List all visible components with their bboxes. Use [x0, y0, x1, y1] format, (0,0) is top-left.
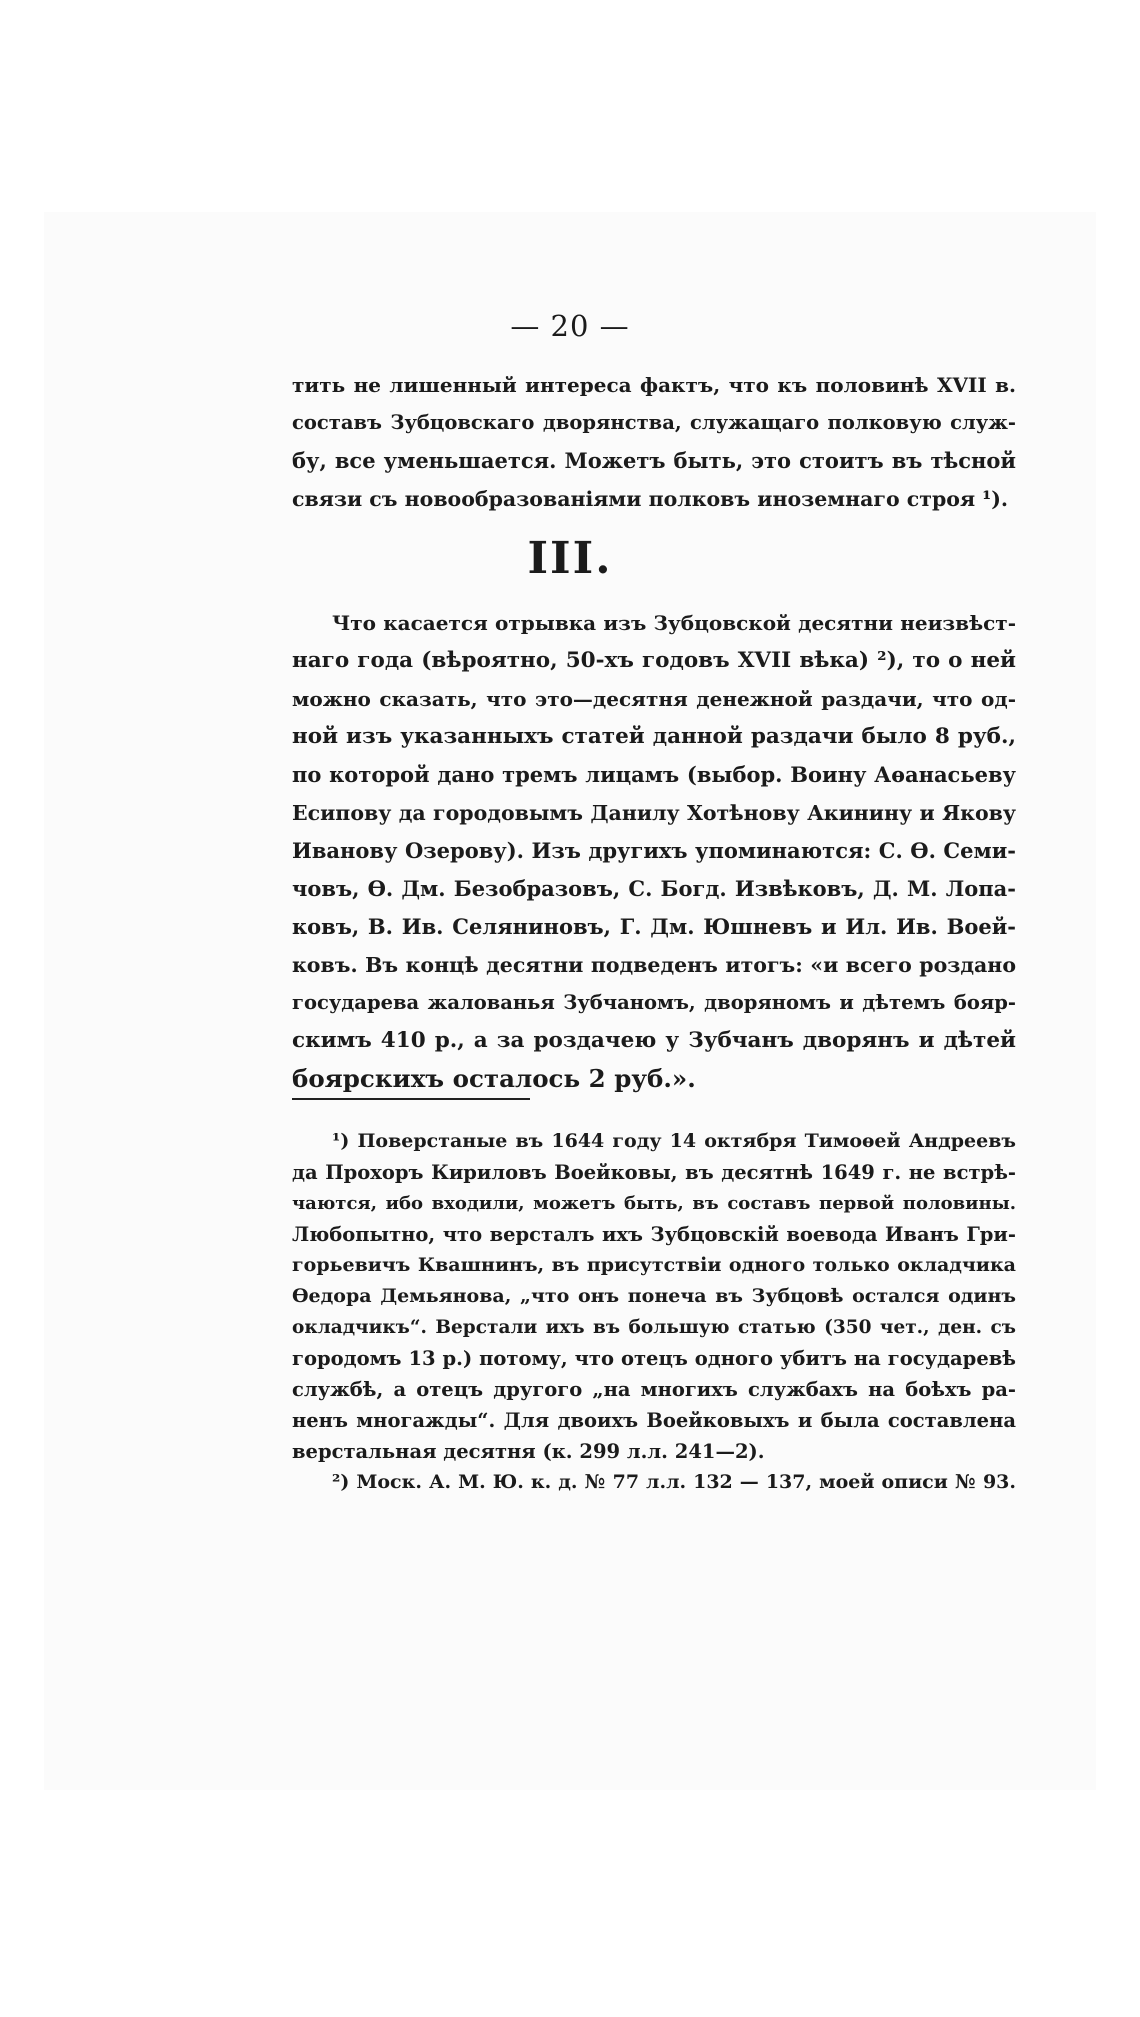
footnote-divider [292, 1098, 530, 1100]
footnote-1-line: городомъ 13 р.) потому, что отецъ одного убитъ на государевѣ [292, 1347, 1016, 1370]
footnote-1-line: ¹) Поверстаные въ 1644 году 14 октября Тимоѳей Андреевъ [332, 1130, 1016, 1152]
text-line: бу, все уменьшается. Можетъ быть, это стоитъ въ тѣсной [292, 448, 1016, 473]
footnote-1-line: верстальная десятня (к. 299 л.л. 241—2). [292, 1440, 765, 1463]
footnote-1-line: да Прохоръ Кириловъ Воейковы, въ десятнѣ 1649 г. не встрѣ- [292, 1161, 1016, 1184]
text-line: Иванову Озерову). Изъ другихъ упоминаются: С. Ѳ. Семи- [292, 838, 1016, 863]
page-number: — 20 — [510, 309, 630, 343]
text-line: боярскихъ осталось 2 руб.». [292, 1064, 696, 1093]
footnote-1-line: окладчикъ“. Верстали ихъ въ большую статью (350 чет., ден. съ [292, 1317, 1016, 1338]
text-line: связи съ новообразованіями полковъ иноземнаго строя ¹). [292, 487, 1009, 511]
main-paragraph [292, 604, 1016, 1098]
footnote-1-line: чаются, ибо входили, можетъ быть, въ составъ первой половины. [292, 1193, 1016, 1214]
footnote-1-line: горьевичъ Квашнинъ, въ присутствіи одного только окладчика [292, 1254, 1016, 1276]
text-line: човъ, Ѳ. Дм. Безобразовъ, С. Богд. Извѣковъ, Д. М. Лопа- [292, 876, 1016, 901]
footnote-1-line: Ѳедора Демьянова, „что онъ понеча въ Зубцовѣ остался одинъ [292, 1285, 1016, 1307]
text-line: тить не лишенный интереса фактъ, что къ половинѣ XVII в. [292, 373, 1016, 397]
footnote-1-line: службѣ, а отецъ другого „на многихъ службахъ на боѣхъ ра- [292, 1378, 1016, 1401]
text-line: ковъ, В. Ив. Селяниновъ, Г. Дм. Юшневъ и Ил. Ив. Воей- [292, 914, 1016, 939]
text-line: ковъ. Въ концѣ десятни подведенъ итогъ: «и всего роздано [292, 953, 1016, 977]
section-heading: III. [527, 533, 613, 584]
text-line: составъ Зубцовскаго дворянства, служащаго полковую служ- [292, 411, 1016, 434]
text-line: по которой дано тремъ лицамъ (выбор. Воину Аѳанасьеву [292, 762, 1016, 787]
text-line: Есипову да городовымъ Данилу Хотѣнову Акинину и Якову [292, 801, 1016, 825]
footnote-1-line: ненъ многажды“. Для двоихъ Воейковыхъ и была составлена [292, 1409, 1016, 1432]
text-line: государева жалованья Зубчаномъ, дворяномъ и дѣтемъ бояр- [292, 991, 1016, 1014]
footnote-1-line: Любопытно, что версталъ ихъ Зубцовскій воевода Иванъ Гри- [292, 1223, 1016, 1246]
text-line: ной изъ указанныхъ статей данной раздачи было 8 руб., [292, 724, 1016, 749]
intro-paragraph [292, 366, 1016, 518]
text-line: скимъ 410 р., а за роздачею у Зубчанъ дворянъ и дѣтей [292, 1028, 1016, 1053]
footnote-2: ²) Моск. А. М. Ю. к. д. № 77 л.л. 132 — 137, моей описи № 93. [332, 1471, 1016, 1493]
text-line: Что касается отрывка изъ Зубцовской десятни неизвѣст- [332, 611, 1016, 635]
text-line: можно сказать, что это—десятня денежной раздачи, что од- [292, 687, 1016, 711]
footnotes [292, 1126, 1016, 1498]
text-line: наго года (вѣроятно, 50-хъ годовъ XVII вѣка) ²), то о ней [292, 648, 1016, 673]
